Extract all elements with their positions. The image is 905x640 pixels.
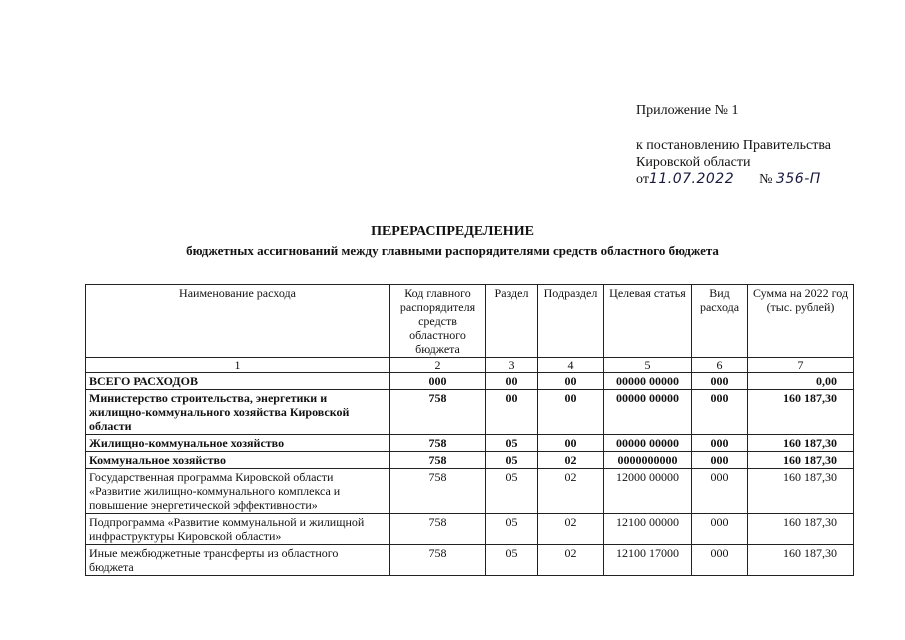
row-article: 0000000000 xyxy=(604,452,692,469)
col-sum-header: Сумма на 2022 год (тыс. рублей) xyxy=(748,285,854,358)
row-code: 758 xyxy=(390,435,486,452)
col-section-header: Раздел xyxy=(486,285,538,358)
col-subsection-header: Подраздел xyxy=(538,285,604,358)
row-type: 000 xyxy=(692,373,748,390)
row-subsection: 02 xyxy=(538,469,604,514)
row-name: Иные межбюджетные трансферты из областного бюджета xyxy=(86,545,390,576)
col-number: 3 xyxy=(486,358,538,373)
row-code: 758 xyxy=(390,452,486,469)
row-section: 05 xyxy=(486,469,538,514)
col-number: 7 xyxy=(748,358,854,373)
handwritten-number: 356-П xyxy=(775,171,821,187)
document-subtitle: бюджетных ассигнований между главными распорядителями средств областного бюджета xyxy=(186,243,719,258)
row-section: 00 xyxy=(486,373,538,390)
row-article: 12000 00000 xyxy=(604,469,692,514)
row-sum: 160 187,30 xyxy=(748,545,854,576)
row-sum: 0,00 xyxy=(748,373,854,390)
table-row xyxy=(86,545,854,576)
document-title: ПЕРЕРАСПРЕДЕЛЕНИЕ xyxy=(371,224,534,239)
appendix-block xyxy=(636,102,831,188)
appendix-title: Приложение № 1 xyxy=(636,103,739,118)
row-article: 00000 00000 xyxy=(604,435,692,452)
row-section: 05 xyxy=(486,452,538,469)
row-section: 05 xyxy=(486,435,538,452)
row-article: 00000 00000 xyxy=(604,373,692,390)
row-article: 12100 17000 xyxy=(604,545,692,576)
row-section: 05 xyxy=(486,514,538,545)
row-section: 00 xyxy=(486,390,538,435)
row-code: 758 xyxy=(390,514,486,545)
row-type: 000 xyxy=(692,390,748,435)
col-name-header: Наименование расхода xyxy=(86,285,390,358)
row-subsection: 00 xyxy=(538,373,604,390)
row-type: 000 xyxy=(692,469,748,514)
header-row xyxy=(86,285,854,358)
row-name: Министерство строительства, энергетики и жилищно-коммунального хозяйства Кировской области xyxy=(86,390,390,435)
row-article: 00000 00000 xyxy=(604,390,692,435)
row-article: 12100 00000 xyxy=(604,514,692,545)
row-code: 758 xyxy=(390,545,486,576)
col-type-header: Вид расхода xyxy=(692,285,748,358)
budget-table xyxy=(85,284,854,576)
row-subsection: 00 xyxy=(538,390,604,435)
handwritten-date: 11.07.2022 xyxy=(648,171,735,187)
row-sum: 160 187,30 xyxy=(748,469,854,514)
decree-line: к постановлению Правительства xyxy=(636,138,832,153)
table-row xyxy=(86,373,854,390)
col-number: 1 xyxy=(86,358,390,373)
column-number-row xyxy=(86,358,854,373)
row-sum: 160 187,30 xyxy=(748,452,854,469)
row-sum: 160 187,30 xyxy=(748,514,854,545)
row-code: 000 xyxy=(390,373,486,390)
row-type: 000 xyxy=(692,545,748,576)
row-name: ВСЕГО РАСХОДОВ xyxy=(86,373,390,390)
row-type: 000 xyxy=(692,435,748,452)
table-row xyxy=(86,435,854,452)
col-number: 6 xyxy=(692,358,748,373)
row-subsection: 02 xyxy=(538,452,604,469)
region-line: Кировской области xyxy=(636,155,751,170)
row-subsection: 00 xyxy=(538,435,604,452)
table-row xyxy=(86,469,854,514)
number-label: № xyxy=(759,172,773,187)
row-type: 000 xyxy=(692,514,748,545)
row-section: 05 xyxy=(486,545,538,576)
col-code-header: Код главного распорядителя средств областного бюджета xyxy=(390,285,486,358)
row-name: Подпрограмма «Развитие коммунальной и жилищной инфраструктуры Кировской области» xyxy=(86,514,390,545)
table-row xyxy=(86,452,854,469)
row-code: 758 xyxy=(390,469,486,514)
col-number: 4 xyxy=(538,358,604,373)
row-code: 758 xyxy=(390,390,486,435)
row-subsection: 02 xyxy=(538,545,604,576)
table-row xyxy=(86,390,854,435)
date-number-line xyxy=(636,171,831,188)
from-label: от xyxy=(636,172,649,187)
col-article-header: Целевая статья xyxy=(604,285,692,358)
table-row xyxy=(86,514,854,545)
row-name: Жилищно-коммунальное хозяйство xyxy=(86,435,390,452)
col-number: 5 xyxy=(604,358,692,373)
row-sum: 160 187,30 xyxy=(748,390,854,435)
row-name: Государственная программа Кировской области «Развитие жилищно-коммунального комплекса и повышение энергетической эффективности» xyxy=(86,469,390,514)
col-number: 2 xyxy=(390,358,486,373)
row-name: Коммунальное хозяйство xyxy=(86,452,390,469)
row-type: 000 xyxy=(692,452,748,469)
row-sum: 160 187,30 xyxy=(748,435,854,452)
row-subsection: 02 xyxy=(538,514,604,545)
